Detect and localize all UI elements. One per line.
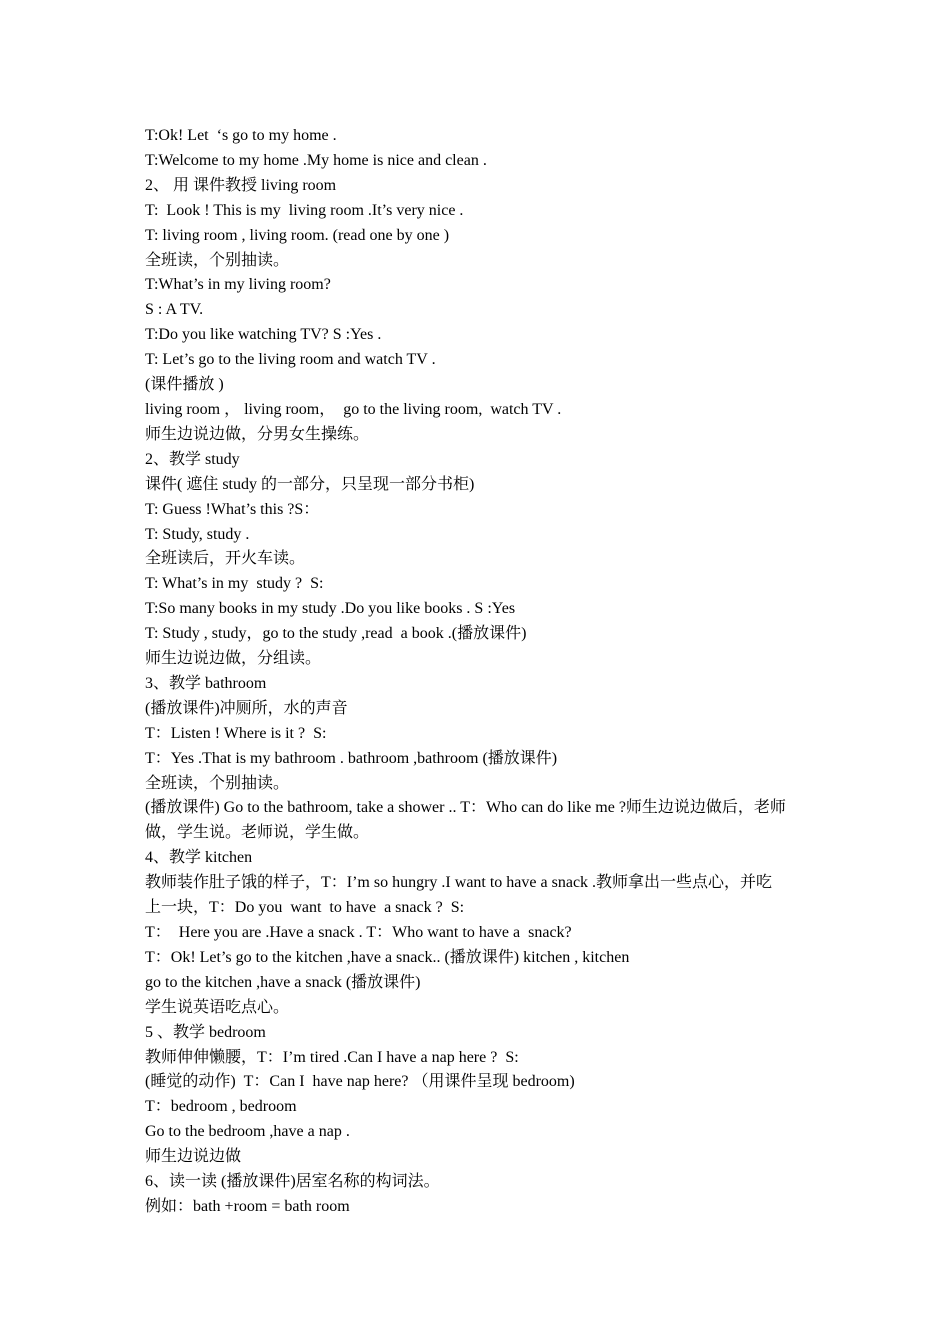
text-line: T:Welcome to my home .My home is nice and clean . — [145, 151, 487, 169]
text-line: 做，学生说。老师说，学生做。 — [145, 824, 370, 842]
text-line: 全班读，个别抽读。 — [145, 774, 290, 792]
text-line: T： Here you are .Have a snack . T：Who want to have a snack? — [145, 924, 572, 941]
text-line: (睡觉的动作) T：Can I have nap here? （用课件呈现 bedroom) — [145, 1073, 575, 1091]
text-line: 教师装作肚子饿的样子，T：I’m so hungry .I want to have a snack .教师拿出一些点心，并吃 — [145, 874, 773, 892]
text-line: T: living room , living room. (read one by one ) — [145, 226, 450, 244]
text-line: 学生说英语吃点心。 — [145, 998, 290, 1016]
text-line: T:Ok! Let ‘s go to my home . — [145, 127, 337, 144]
text-line: go to the kitchen ,have a snack (播放课件) — [145, 973, 421, 991]
text-line: 教师伸伸懒腰，T：I’m tired .Can I have a nap here ? S: — [145, 1048, 519, 1066]
text-line: T：Yes .That is my bathroom . bathroom ,bathroom (播放课件) — [145, 749, 558, 767]
text-line: 师生边说边做，分男女生操练。 — [145, 425, 370, 443]
text-line: 3、教学 bathroom — [145, 674, 267, 692]
text-line: Go to the bedroom ,have a nap . — [145, 1123, 350, 1141]
text-line: 上一块，T：Do you want to have a snack ? S: — [145, 899, 465, 917]
text-line: 5 、教学 bedroom — [145, 1023, 266, 1041]
text-line: 师生边说边做 — [145, 1148, 242, 1166]
text-line: S : A TV. — [145, 301, 204, 319]
text-line: 2、教学 study — [145, 450, 240, 468]
text-line: 例如：bath +room = bath room — [145, 1197, 350, 1215]
text-line: T:Do you like watching TV? S :Yes . — [145, 326, 382, 344]
text-line: T: Guess !What’s this ?S： — [145, 500, 320, 518]
text-line: 4、教学 kitchen — [145, 849, 253, 867]
text-line: 6、读一读 (播放课件)居室名称的构词法。 — [145, 1173, 440, 1191]
text-line: 课件( 遮住 study 的一部分，只呈现一部分书柜) — [145, 475, 475, 493]
text-line: T：Ok! Let’s go to the kitchen ,have a snack.. (播放课件) kitchen , kitchen — [145, 948, 630, 966]
text-line: T: Let’s go to the living room and watch TV . — [145, 351, 436, 369]
text-line: T：Listen ! Where is it ? S: — [145, 724, 327, 742]
text-line: (播放课件) Go to the bathroom, take a shower .. T：Who can do like me ?师生边说边做后，老师 — [145, 799, 786, 817]
text-line: T: Study, study . — [145, 525, 250, 543]
text-line: T:So many books in my study .Do you like books . S :Yes — [145, 600, 516, 618]
text-line: T:What’s in my living room? — [145, 276, 331, 294]
text-line: living room ， living room， go to the living room, watch TV . — [145, 400, 562, 418]
text-line: 全班读后，开火车读。 — [145, 550, 306, 568]
text-line: T：bedroom , bedroom — [145, 1098, 297, 1116]
text-line: (播放课件)冲厕所，水的声音 — [145, 699, 348, 717]
text-line: 全班读，个别抽读。 — [145, 251, 290, 269]
text-line: 2、 用 课件教授 living room — [145, 176, 337, 194]
text-line: T: What’s in my study ? S: — [145, 575, 324, 593]
text-line: 师生边说边做，分组读。 — [145, 650, 322, 668]
document-body — [145, 124, 815, 1220]
text-line: (课件播放 ) — [145, 376, 224, 394]
text-line: T: Study , study，go to the study ,read a book .(播放课件) — [145, 625, 527, 643]
text-line: T: Look ! This is my living room .It’s very nice . — [145, 201, 464, 219]
